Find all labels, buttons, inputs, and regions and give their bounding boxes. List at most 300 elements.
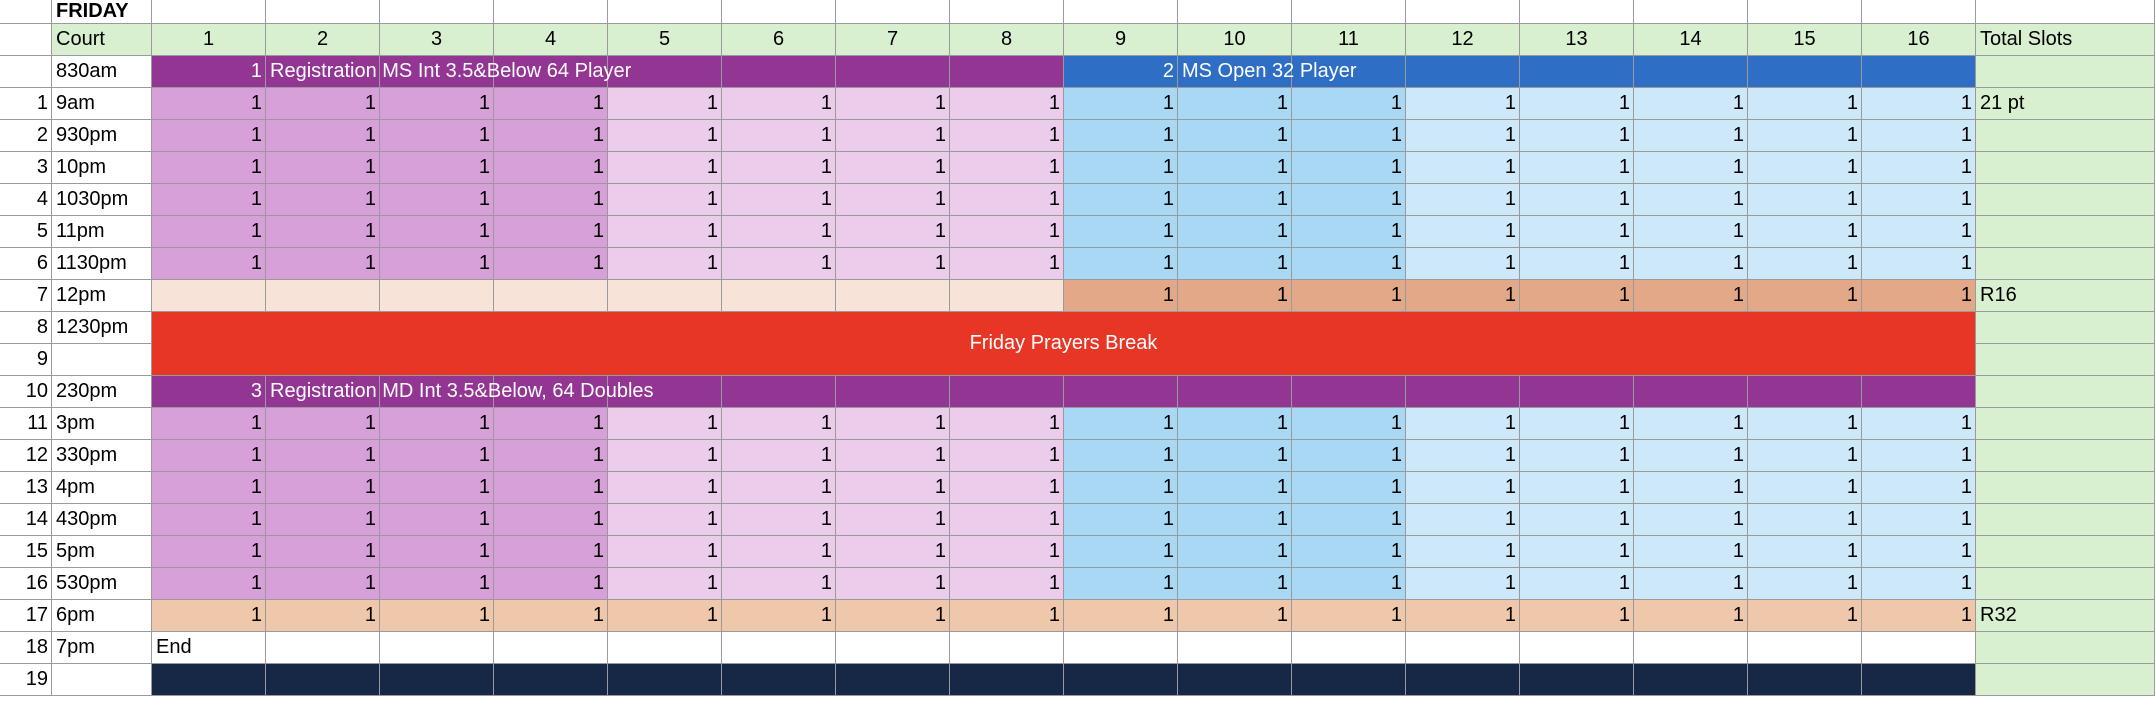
slot-cell[interactable]: 1 bbox=[608, 152, 722, 184]
slot-cell[interactable]: 1 bbox=[152, 600, 266, 632]
empty-cell[interactable] bbox=[1976, 0, 2155, 24]
slot-cell[interactable]: 1 bbox=[1406, 88, 1520, 120]
slot-cell[interactable]: 1 bbox=[1292, 280, 1406, 312]
registration-md-cell[interactable] bbox=[836, 376, 950, 408]
slot-cell[interactable]: 1 bbox=[722, 568, 836, 600]
time-cell[interactable]: 1030pm bbox=[52, 184, 152, 216]
slot-cell[interactable]: 1 bbox=[380, 184, 494, 216]
time-cell[interactable]: 230pm bbox=[52, 376, 152, 408]
slot-cell[interactable]: 1 bbox=[494, 408, 608, 440]
slot-cell[interactable]: 1 bbox=[1520, 152, 1634, 184]
slot-cell[interactable]: 1 bbox=[266, 568, 380, 600]
time-cell[interactable]: 530pm bbox=[52, 568, 152, 600]
row-number-cell[interactable]: 14 bbox=[0, 504, 52, 536]
empty-cell[interactable] bbox=[1862, 632, 1976, 664]
slot-cell[interactable]: 1 bbox=[722, 120, 836, 152]
navy-cell[interactable] bbox=[1748, 664, 1862, 696]
end-cell[interactable]: End bbox=[152, 632, 266, 664]
slot-cell[interactable]: 1 bbox=[1178, 280, 1292, 312]
slot-cell[interactable]: 1 bbox=[494, 184, 608, 216]
slot-cell[interactable]: 1 bbox=[380, 408, 494, 440]
empty-cell[interactable] bbox=[1406, 0, 1520, 24]
empty-cell[interactable] bbox=[380, 0, 494, 24]
slot-cell[interactable]: 1 bbox=[266, 248, 380, 280]
slot-cell[interactable]: 1 bbox=[836, 184, 950, 216]
court-number-header[interactable]: 5 bbox=[608, 24, 722, 56]
slot-cell[interactable]: 1 bbox=[1178, 120, 1292, 152]
court-number-header[interactable]: 3 bbox=[380, 24, 494, 56]
slot-cell[interactable]: 1 bbox=[1520, 280, 1634, 312]
slot-cell[interactable]: 1 bbox=[1862, 216, 1976, 248]
slot-cell[interactable]: 1 bbox=[494, 440, 608, 472]
registration-md-cell[interactable] bbox=[1292, 376, 1406, 408]
slot-cell[interactable]: 1 bbox=[950, 248, 1064, 280]
time-cell[interactable] bbox=[52, 344, 152, 376]
slot-cell[interactable]: 1 bbox=[494, 216, 608, 248]
slot-cell[interactable]: 1 bbox=[836, 440, 950, 472]
row-number-cell[interactable]: 5 bbox=[0, 216, 52, 248]
registration-md-cell[interactable] bbox=[1064, 376, 1178, 408]
slot-cell[interactable]: 1 bbox=[836, 120, 950, 152]
registration-md-cell[interactable] bbox=[1520, 376, 1634, 408]
empty-cell[interactable] bbox=[380, 632, 494, 664]
slot-cell[interactable]: 1 bbox=[1634, 88, 1748, 120]
empty-cell[interactable] bbox=[1178, 0, 1292, 24]
slot-cell[interactable]: 1 bbox=[1292, 120, 1406, 152]
total-slots-cell[interactable] bbox=[1976, 504, 2155, 536]
total-slots-cell[interactable] bbox=[1976, 312, 2155, 344]
slot-cell[interactable]: 1 bbox=[1406, 184, 1520, 216]
slot-cell[interactable]: 1 bbox=[380, 248, 494, 280]
slot-cell[interactable]: 1 bbox=[722, 152, 836, 184]
court-number-header[interactable]: 15 bbox=[1748, 24, 1862, 56]
slot-cell[interactable]: 1 bbox=[950, 88, 1064, 120]
navy-cell[interactable] bbox=[266, 664, 380, 696]
slot-cell[interactable]: 1 bbox=[1178, 184, 1292, 216]
total-slots-cell[interactable] bbox=[1976, 344, 2155, 376]
slot-cell[interactable]: 1 bbox=[608, 600, 722, 632]
slot-cell[interactable]: 1 bbox=[1862, 408, 1976, 440]
slot-cell[interactable]: 1 bbox=[722, 440, 836, 472]
empty-cell[interactable] bbox=[1634, 632, 1748, 664]
slot-cell[interactable]: 1 bbox=[608, 248, 722, 280]
slot-cell[interactable]: 1 bbox=[836, 88, 950, 120]
slot-cell[interactable]: 1 bbox=[1178, 472, 1292, 504]
slot-cell[interactable]: 1 bbox=[266, 472, 380, 504]
total-slots-cell[interactable] bbox=[1976, 184, 2155, 216]
total-slots-cell[interactable] bbox=[1976, 536, 2155, 568]
slot-cell[interactable]: 1 bbox=[1064, 152, 1178, 184]
slot-cell[interactable]: 1 bbox=[494, 600, 608, 632]
slot-cell[interactable]: 1 bbox=[950, 568, 1064, 600]
slot-cell[interactable]: 1 bbox=[1748, 440, 1862, 472]
slot-cell[interactable]: 1 bbox=[950, 152, 1064, 184]
slot-cell[interactable]: 1 bbox=[1406, 536, 1520, 568]
slot-cell[interactable]: 1 bbox=[152, 88, 266, 120]
slot-cell[interactable]: 1 bbox=[1064, 248, 1178, 280]
slot-cell[interactable] bbox=[722, 280, 836, 312]
sheet-title[interactable]: FRIDAY bbox=[52, 0, 152, 24]
slot-cell[interactable]: 1 bbox=[1520, 216, 1634, 248]
slot-cell[interactable]: 1 bbox=[1634, 216, 1748, 248]
slot-cell[interactable]: 1 bbox=[494, 88, 608, 120]
registration-md-cell[interactable] bbox=[1862, 376, 1976, 408]
slot-cell[interactable]: 1 bbox=[494, 248, 608, 280]
court-number-header[interactable]: 7 bbox=[836, 24, 950, 56]
slot-cell[interactable]: 1 bbox=[1178, 536, 1292, 568]
slot-cell[interactable]: 1 bbox=[722, 600, 836, 632]
slot-cell[interactable]: 1 bbox=[1862, 472, 1976, 504]
slot-cell[interactable]: 1 bbox=[836, 568, 950, 600]
row-number-cell[interactable]: 8 bbox=[0, 312, 52, 344]
empty-cell[interactable] bbox=[1748, 632, 1862, 664]
navy-cell[interactable] bbox=[950, 664, 1064, 696]
slot-cell[interactable]: 1 bbox=[152, 568, 266, 600]
slot-cell[interactable]: 1 bbox=[1520, 184, 1634, 216]
slot-cell[interactable]: 1 bbox=[494, 568, 608, 600]
registration-md-cell[interactable] bbox=[1634, 376, 1748, 408]
slot-cell[interactable]: 1 bbox=[1292, 536, 1406, 568]
slot-cell[interactable]: 1 bbox=[266, 120, 380, 152]
slot-cell[interactable]: 1 bbox=[1406, 120, 1520, 152]
empty-cell[interactable] bbox=[266, 632, 380, 664]
navy-cell[interactable] bbox=[836, 664, 950, 696]
slot-cell[interactable]: 1 bbox=[494, 152, 608, 184]
slot-cell[interactable]: 1 bbox=[380, 440, 494, 472]
total-slots-cell[interactable] bbox=[1976, 568, 2155, 600]
slot-cell[interactable]: 1 bbox=[380, 152, 494, 184]
total-slots-cell[interactable] bbox=[1976, 376, 2155, 408]
slot-cell[interactable]: 1 bbox=[1406, 216, 1520, 248]
slot-cell[interactable]: 1 bbox=[722, 504, 836, 536]
slot-cell[interactable]: 1 bbox=[1862, 440, 1976, 472]
slot-cell[interactable]: 1 bbox=[152, 472, 266, 504]
empty-cell[interactable] bbox=[722, 632, 836, 664]
slot-cell[interactable]: 1 bbox=[1406, 152, 1520, 184]
slot-cell[interactable]: 1 bbox=[836, 248, 950, 280]
empty-cell[interactable] bbox=[1406, 632, 1520, 664]
empty-cell[interactable] bbox=[608, 632, 722, 664]
row-number-cell[interactable]: 15 bbox=[0, 536, 52, 568]
time-cell[interactable]: 12pm bbox=[52, 280, 152, 312]
slot-cell[interactable]: 1 bbox=[266, 216, 380, 248]
time-cell[interactable]: 1230pm bbox=[52, 312, 152, 344]
slot-cell[interactable]: 1 bbox=[152, 504, 266, 536]
slot-cell[interactable]: 1 bbox=[380, 536, 494, 568]
slot-cell[interactable]: 1 bbox=[608, 120, 722, 152]
slot-cell[interactable]: 1 bbox=[266, 184, 380, 216]
slot-cell[interactable]: 1 bbox=[1406, 600, 1520, 632]
total-slots-cell[interactable] bbox=[1976, 664, 2155, 696]
slot-cell[interactable]: 1 bbox=[380, 600, 494, 632]
slot-cell[interactable]: 1 bbox=[1292, 504, 1406, 536]
empty-cell[interactable] bbox=[950, 0, 1064, 24]
court-number-header[interactable]: 9 bbox=[1064, 24, 1178, 56]
slot-cell[interactable]: 1 bbox=[266, 408, 380, 440]
navy-cell[interactable] bbox=[722, 664, 836, 696]
slot-cell[interactable]: 1 bbox=[1178, 248, 1292, 280]
slot-cell[interactable]: 1 bbox=[380, 120, 494, 152]
slot-cell[interactable] bbox=[152, 280, 266, 312]
slot-cell[interactable]: 1 bbox=[1292, 88, 1406, 120]
row-number-cell[interactable]: 2 bbox=[0, 120, 52, 152]
navy-cell[interactable] bbox=[1064, 664, 1178, 696]
slot-cell[interactable]: 1 bbox=[1292, 248, 1406, 280]
empty-cell[interactable] bbox=[836, 0, 950, 24]
slot-cell[interactable]: 1 bbox=[1064, 472, 1178, 504]
total-slots-cell[interactable] bbox=[1976, 152, 2155, 184]
registration-md-cell[interactable] bbox=[722, 376, 836, 408]
slot-cell[interactable]: 1 bbox=[1634, 152, 1748, 184]
slot-cell[interactable]: 1 bbox=[1064, 440, 1178, 472]
total-slots-cell[interactable] bbox=[1976, 632, 2155, 664]
slot-cell[interactable]: 1 bbox=[1406, 504, 1520, 536]
slot-cell[interactable]: 1 bbox=[1064, 504, 1178, 536]
slot-cell[interactable]: 1 bbox=[1064, 536, 1178, 568]
court-number-header[interactable]: 13 bbox=[1520, 24, 1634, 56]
slot-cell[interactable]: 1 bbox=[1862, 568, 1976, 600]
slot-cell[interactable]: 1 bbox=[608, 216, 722, 248]
slot-cell[interactable]: 1 bbox=[1292, 568, 1406, 600]
slot-cell[interactable]: 1 bbox=[1520, 248, 1634, 280]
empty-cell[interactable] bbox=[1064, 0, 1178, 24]
slot-cell[interactable]: 1 bbox=[608, 536, 722, 568]
row-number-cell[interactable] bbox=[0, 24, 52, 56]
slot-cell[interactable]: 1 bbox=[608, 184, 722, 216]
slot-cell[interactable]: 1 bbox=[1520, 440, 1634, 472]
row-number-cell[interactable]: 1 bbox=[0, 88, 52, 120]
time-cell[interactable]: 7pm bbox=[52, 632, 152, 664]
row-number-cell[interactable]: 7 bbox=[0, 280, 52, 312]
slot-cell[interactable]: 1 bbox=[950, 184, 1064, 216]
row-number-cell[interactable]: 4 bbox=[0, 184, 52, 216]
slot-cell[interactable]: 1 bbox=[152, 248, 266, 280]
slot-cell[interactable]: 1 bbox=[836, 152, 950, 184]
time-cell[interactable] bbox=[52, 664, 152, 696]
time-cell[interactable]: 930pm bbox=[52, 120, 152, 152]
slot-cell[interactable]: 1 bbox=[1634, 248, 1748, 280]
slot-cell[interactable]: 1 bbox=[950, 408, 1064, 440]
slot-cell[interactable]: 1 bbox=[1634, 472, 1748, 504]
court-number-header[interactable]: 12 bbox=[1406, 24, 1520, 56]
court-number-header[interactable]: 6 bbox=[722, 24, 836, 56]
slot-cell[interactable]: 1 bbox=[1634, 408, 1748, 440]
slot-cell[interactable]: 1 bbox=[950, 600, 1064, 632]
slot-cell[interactable]: 1 bbox=[1520, 120, 1634, 152]
registration-open-cell[interactable] bbox=[1520, 56, 1634, 88]
empty-cell[interactable] bbox=[1178, 632, 1292, 664]
slot-cell[interactable]: 1 bbox=[1520, 600, 1634, 632]
empty-cell[interactable] bbox=[1064, 632, 1178, 664]
slot-cell[interactable]: 1 bbox=[1862, 152, 1976, 184]
empty-cell[interactable] bbox=[722, 0, 836, 24]
slot-cell[interactable]: 1 bbox=[1862, 88, 1976, 120]
total-slots-cell[interactable] bbox=[1976, 120, 2155, 152]
slot-cell[interactable]: 1 bbox=[1748, 280, 1862, 312]
registration-md-cell[interactable] bbox=[1406, 376, 1520, 408]
empty-cell[interactable] bbox=[1634, 0, 1748, 24]
slot-cell[interactable]: 1 bbox=[1748, 88, 1862, 120]
row-number-cell[interactable]: 17 bbox=[0, 600, 52, 632]
slot-cell[interactable]: 1 bbox=[1862, 504, 1976, 536]
registration-ms-cell[interactable] bbox=[950, 56, 1064, 88]
slot-cell[interactable]: 1 bbox=[1178, 88, 1292, 120]
row-number-cell[interactable]: 19 bbox=[0, 664, 52, 696]
slot-cell[interactable]: 1 bbox=[1178, 440, 1292, 472]
total-slots-cell[interactable]: R16 bbox=[1976, 280, 2155, 312]
slot-cell[interactable]: 1 bbox=[1178, 152, 1292, 184]
slot-cell[interactable]: 1 bbox=[950, 216, 1064, 248]
slot-cell[interactable]: 1 bbox=[722, 472, 836, 504]
slot-cell[interactable]: 1 bbox=[1748, 472, 1862, 504]
time-cell[interactable]: 1130pm bbox=[52, 248, 152, 280]
empty-cell[interactable] bbox=[494, 0, 608, 24]
time-cell[interactable]: 3pm bbox=[52, 408, 152, 440]
navy-cell[interactable] bbox=[1634, 664, 1748, 696]
empty-cell[interactable] bbox=[494, 632, 608, 664]
slot-cell[interactable]: 1 bbox=[1064, 120, 1178, 152]
slot-cell[interactable]: 1 bbox=[494, 120, 608, 152]
slot-cell[interactable]: 1 bbox=[1406, 472, 1520, 504]
navy-cell[interactable] bbox=[1406, 664, 1520, 696]
empty-cell[interactable] bbox=[950, 632, 1064, 664]
court-number-header[interactable]: 1 bbox=[152, 24, 266, 56]
navy-cell[interactable] bbox=[1292, 664, 1406, 696]
slot-cell[interactable]: 1 bbox=[722, 536, 836, 568]
slot-cell[interactable]: 1 bbox=[380, 504, 494, 536]
slot-cell[interactable]: 1 bbox=[1406, 440, 1520, 472]
slot-cell[interactable]: 1 bbox=[1292, 152, 1406, 184]
slot-cell[interactable]: 1 bbox=[1748, 504, 1862, 536]
slot-cell[interactable]: 1 bbox=[1178, 504, 1292, 536]
empty-cell[interactable] bbox=[1292, 632, 1406, 664]
slot-cell[interactable]: 1 bbox=[722, 408, 836, 440]
slot-cell[interactable]: 1 bbox=[1064, 184, 1178, 216]
slot-cell[interactable]: 1 bbox=[1634, 184, 1748, 216]
slot-cell[interactable]: 1 bbox=[1634, 440, 1748, 472]
court-header[interactable]: Court bbox=[52, 24, 152, 56]
slot-cell[interactable] bbox=[494, 280, 608, 312]
row-number-cell[interactable]: 12 bbox=[0, 440, 52, 472]
row-number-cell[interactable]: 13 bbox=[0, 472, 52, 504]
court-number-header[interactable]: 11 bbox=[1292, 24, 1406, 56]
time-cell[interactable]: 430pm bbox=[52, 504, 152, 536]
slot-cell[interactable]: 1 bbox=[722, 216, 836, 248]
court-number-header[interactable]: 8 bbox=[950, 24, 1064, 56]
slot-cell[interactable]: 1 bbox=[1064, 568, 1178, 600]
registration-ms-number[interactable]: 1 Registration MS Int 3.5&Below 64 Player bbox=[152, 56, 266, 88]
slot-cell[interactable]: 1 bbox=[1064, 280, 1178, 312]
total-slots-cell[interactable] bbox=[1976, 56, 2155, 88]
total-slots-cell[interactable] bbox=[1976, 472, 2155, 504]
total-slots-header[interactable]: Total Slots bbox=[1976, 24, 2155, 56]
navy-cell[interactable] bbox=[380, 664, 494, 696]
slot-cell[interactable]: 1 bbox=[1520, 568, 1634, 600]
time-cell[interactable]: 330pm bbox=[52, 440, 152, 472]
slot-cell[interactable]: 1 bbox=[608, 440, 722, 472]
slot-cell[interactable]: 1 bbox=[1520, 472, 1634, 504]
slot-cell[interactable]: 1 bbox=[266, 536, 380, 568]
slot-cell[interactable]: 1 bbox=[494, 504, 608, 536]
registration-ms-cell[interactable] bbox=[722, 56, 836, 88]
empty-cell[interactable] bbox=[836, 632, 950, 664]
slot-cell[interactable]: 1 bbox=[950, 536, 1064, 568]
navy-cell[interactable] bbox=[608, 664, 722, 696]
slot-cell[interactable]: 1 bbox=[1634, 600, 1748, 632]
slot-cell[interactable]: 1 bbox=[1292, 472, 1406, 504]
total-slots-cell[interactable] bbox=[1976, 216, 2155, 248]
slot-cell[interactable]: 1 bbox=[1748, 408, 1862, 440]
slot-cell[interactable]: 1 bbox=[1862, 536, 1976, 568]
row-number-cell[interactable]: 11 bbox=[0, 408, 52, 440]
slot-cell[interactable]: 1 bbox=[380, 568, 494, 600]
slot-cell[interactable]: 1 bbox=[494, 536, 608, 568]
time-cell[interactable]: 6pm bbox=[52, 600, 152, 632]
slot-cell[interactable]: 1 bbox=[152, 120, 266, 152]
registration-md-number[interactable]: 3 Registration MD Int 3.5&Below, 64 Doubles bbox=[152, 376, 266, 408]
registration-ms-cell[interactable] bbox=[836, 56, 950, 88]
slot-cell[interactable]: 1 bbox=[608, 504, 722, 536]
slot-cell[interactable]: 1 bbox=[950, 120, 1064, 152]
time-cell[interactable]: 11pm bbox=[52, 216, 152, 248]
slot-cell[interactable]: 1 bbox=[1520, 88, 1634, 120]
slot-cell[interactable]: 1 bbox=[1634, 504, 1748, 536]
empty-cell[interactable] bbox=[1862, 0, 1976, 24]
time-cell[interactable]: 830am bbox=[52, 56, 152, 88]
row-number-cell[interactable]: 10 bbox=[0, 376, 52, 408]
slot-cell[interactable]: 1 bbox=[1292, 216, 1406, 248]
slot-cell[interactable]: 1 bbox=[1862, 120, 1976, 152]
total-slots-cell[interactable] bbox=[1976, 248, 2155, 280]
slot-cell[interactable]: 1 bbox=[1292, 408, 1406, 440]
slot-cell[interactable]: 1 bbox=[950, 440, 1064, 472]
registration-open-number[interactable]: 2 MS Open 32 Player bbox=[1064, 56, 1178, 88]
slot-cell[interactable]: 1 bbox=[1748, 536, 1862, 568]
slot-cell[interactable]: 1 bbox=[722, 248, 836, 280]
slot-cell[interactable]: 1 bbox=[1406, 280, 1520, 312]
slot-cell[interactable]: 1 bbox=[266, 152, 380, 184]
slot-cell[interactable]: 1 bbox=[836, 472, 950, 504]
slot-cell[interactable]: 1 bbox=[836, 504, 950, 536]
slot-cell[interactable]: 1 bbox=[608, 408, 722, 440]
slot-cell[interactable]: 1 bbox=[266, 600, 380, 632]
court-number-header[interactable]: 16 bbox=[1862, 24, 1976, 56]
registration-open-cell[interactable] bbox=[1862, 56, 1976, 88]
registration-md-cell[interactable] bbox=[1748, 376, 1862, 408]
empty-cell[interactable] bbox=[608, 0, 722, 24]
slot-cell[interactable]: 1 bbox=[950, 472, 1064, 504]
slot-cell[interactable]: 1 bbox=[494, 472, 608, 504]
empty-cell[interactable] bbox=[1520, 0, 1634, 24]
slot-cell[interactable]: 1 bbox=[1748, 184, 1862, 216]
time-cell[interactable]: 10pm bbox=[52, 152, 152, 184]
slot-cell[interactable]: 1 bbox=[1064, 408, 1178, 440]
slot-cell[interactable]: 1 bbox=[1406, 248, 1520, 280]
slot-cell[interactable]: 1 bbox=[152, 216, 266, 248]
slot-cell[interactable]: 1 bbox=[1292, 184, 1406, 216]
slot-cell[interactable]: 1 bbox=[152, 184, 266, 216]
court-number-header[interactable]: 2 bbox=[266, 24, 380, 56]
time-cell[interactable]: 4pm bbox=[52, 472, 152, 504]
row-number-cell[interactable]: 9 bbox=[0, 344, 52, 376]
court-number-header[interactable]: 14 bbox=[1634, 24, 1748, 56]
slot-cell[interactable]: 1 bbox=[1520, 504, 1634, 536]
slot-cell[interactable]: 1 bbox=[266, 504, 380, 536]
time-cell[interactable]: 5pm bbox=[52, 536, 152, 568]
slot-cell[interactable]: 1 bbox=[836, 408, 950, 440]
registration-open-cell[interactable] bbox=[1634, 56, 1748, 88]
slot-cell[interactable]: 1 bbox=[950, 504, 1064, 536]
